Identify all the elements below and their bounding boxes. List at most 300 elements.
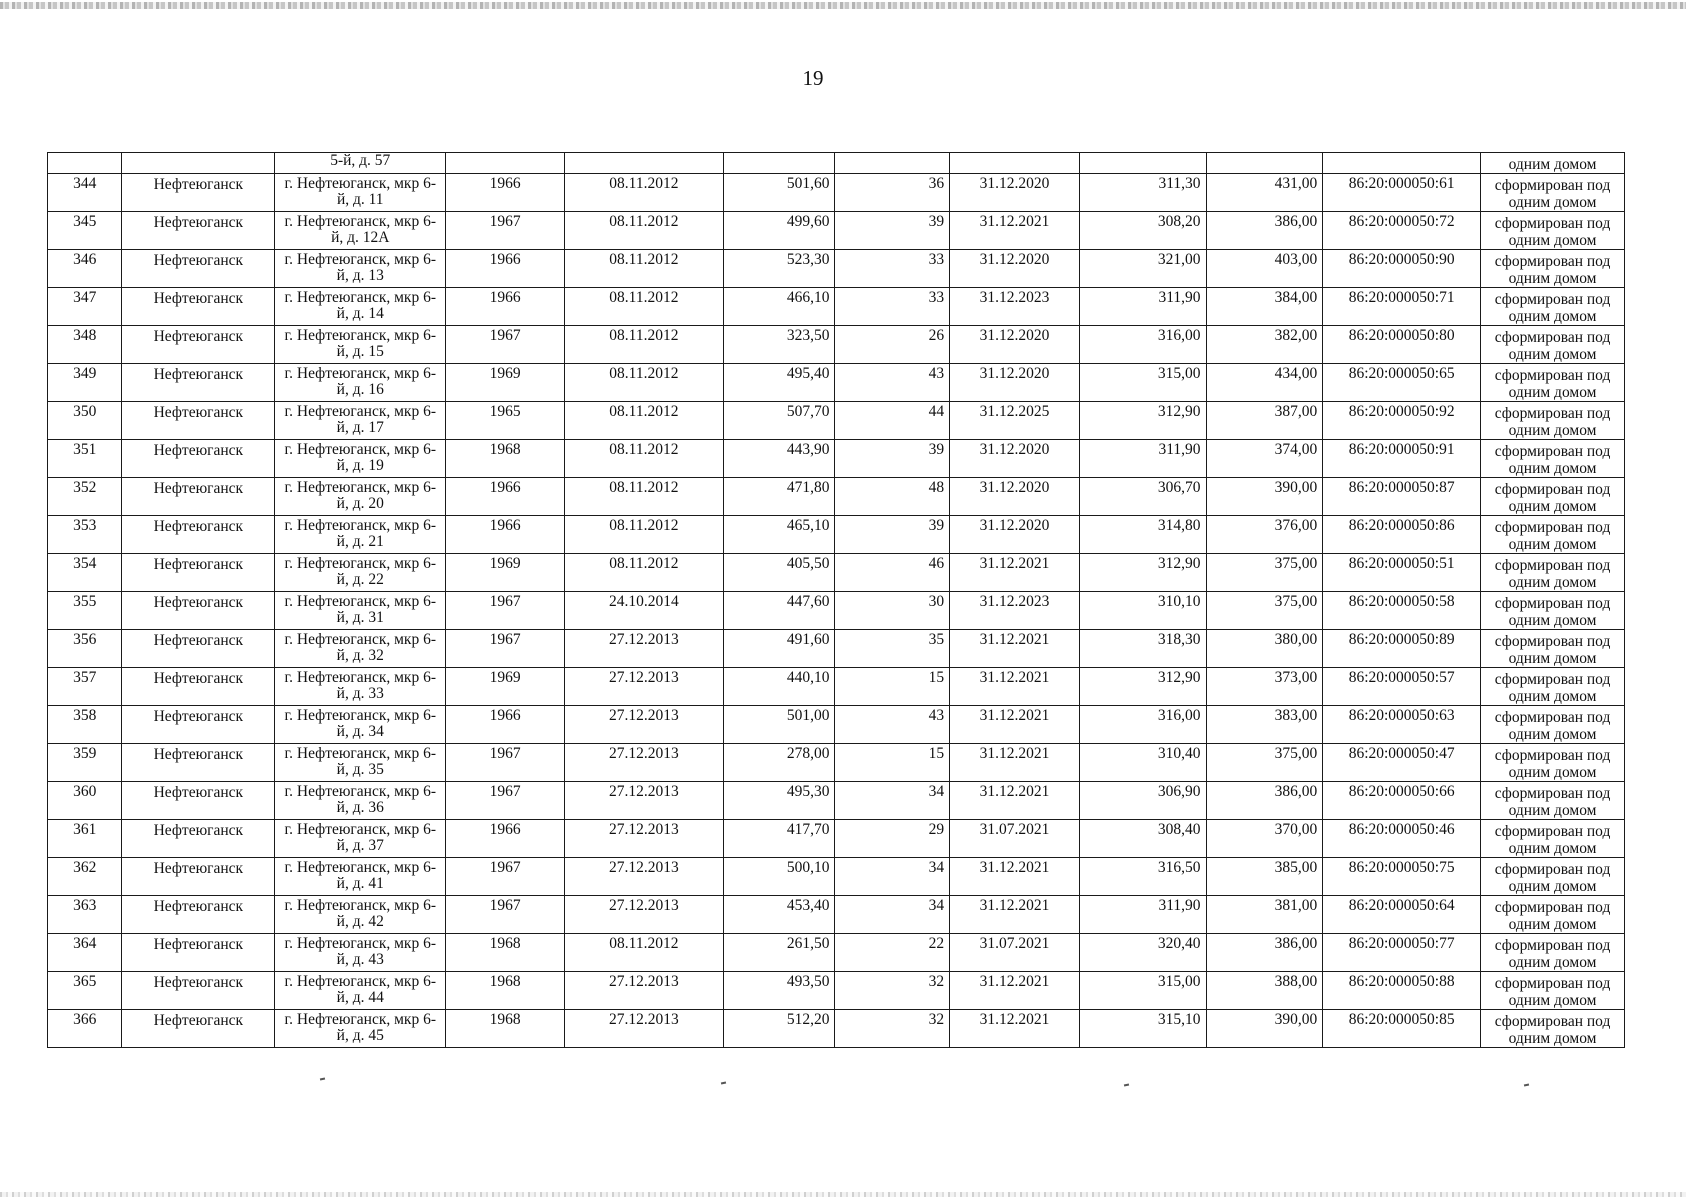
cell-area: 466,10 [723, 288, 835, 326]
cell-deadline: 31.12.2020 [950, 250, 1080, 288]
scan-speck [721, 1082, 726, 1085]
cell-city: Нефтеюганск [122, 630, 275, 668]
cell-status: сформирован под одним домом [1481, 782, 1625, 820]
cell-status: сформирован под одним домом [1481, 630, 1625, 668]
cell-empty [723, 153, 835, 174]
cell-cadastral-number: 86:20:000050:64 [1323, 896, 1481, 934]
cell-value-2: 380,00 [1206, 630, 1323, 668]
cell-number: 358 [48, 706, 122, 744]
cell-value-2: 386,00 [1206, 212, 1323, 250]
cell-residents: 48 [835, 478, 950, 516]
cell-empty [1323, 153, 1481, 174]
cell-area: 495,40 [723, 364, 835, 402]
cell-deadline: 31.12.2020 [950, 478, 1080, 516]
cell-cadastral-number: 86:20:000050:91 [1323, 440, 1481, 478]
cell-value-1: 312,90 [1079, 668, 1206, 706]
cell-year: 1969 [446, 668, 565, 706]
cell-cadastral-number: 86:20:000050:80 [1323, 326, 1481, 364]
cell-empty [835, 153, 950, 174]
cell-year: 1968 [446, 440, 565, 478]
cell-residents: 39 [835, 440, 950, 478]
cell-address: г. Нефтеюганск, мкр 6-й, д. 42 [275, 896, 446, 934]
cell-residents: 44 [835, 402, 950, 440]
cell-year: 1966 [446, 820, 565, 858]
cell-date: 08.11.2012 [564, 364, 723, 402]
cell-city: Нефтеюганск [122, 212, 275, 250]
cell-deadline: 31.12.2021 [950, 706, 1080, 744]
cell-cadastral-number: 86:20:000050:88 [1323, 972, 1481, 1010]
cell-value-2: 388,00 [1206, 972, 1323, 1010]
cell-city: Нефтеюганск [122, 744, 275, 782]
cell-status: сформирован под одним домом [1481, 174, 1625, 212]
cell-area: 447,60 [723, 592, 835, 630]
table-row-continued [48, 153, 1625, 174]
cell-value-2: 383,00 [1206, 706, 1323, 744]
cell-empty [1206, 153, 1323, 174]
cell-value-2: 386,00 [1206, 934, 1323, 972]
cell-date: 27.12.2013 [564, 782, 723, 820]
cell-value-2: 434,00 [1206, 364, 1323, 402]
table-row [48, 516, 1625, 554]
cell-number: 351 [48, 440, 122, 478]
cell-cadastral-number: 86:20:000050:72 [1323, 212, 1481, 250]
scan-speck [1124, 1084, 1129, 1087]
cell-value-1: 314,80 [1079, 516, 1206, 554]
cell-value-1: 312,90 [1079, 554, 1206, 592]
cell-year: 1967 [446, 744, 565, 782]
cell-address: г. Нефтеюганск, мкр 6-й, д. 17 [275, 402, 446, 440]
cell-value-1: 315,00 [1079, 364, 1206, 402]
table-row [48, 212, 1625, 250]
cell-deadline: 31.12.2021 [950, 668, 1080, 706]
cell-value-1: 311,90 [1079, 896, 1206, 934]
cell-deadline: 31.12.2020 [950, 440, 1080, 478]
cell-cadastral-number: 86:20:000050:71 [1323, 288, 1481, 326]
cell-status: сформирован под одним домом [1481, 820, 1625, 858]
cell-year: 1965 [446, 402, 565, 440]
cell-area: 512,20 [723, 1010, 835, 1048]
cell-area: 471,80 [723, 478, 835, 516]
cell-date: 24.10.2014 [564, 592, 723, 630]
cell-year: 1969 [446, 554, 565, 592]
cell-cadastral-number: 86:20:000050:77 [1323, 934, 1481, 972]
cell-deadline: 31.07.2021 [950, 820, 1080, 858]
cell-deadline: 31.12.2021 [950, 212, 1080, 250]
cell-value-2: 370,00 [1206, 820, 1323, 858]
cell-value-1: 311,90 [1079, 288, 1206, 326]
table-row [48, 630, 1625, 668]
cell-status: сформирован под одним домом [1481, 250, 1625, 288]
cell-number: 350 [48, 402, 122, 440]
cell-value-1: 311,90 [1079, 440, 1206, 478]
cell-city: Нефтеюганск [122, 516, 275, 554]
cell-address: г. Нефтеюганск, мкр 6-й, д. 33 [275, 668, 446, 706]
cell-address: г. Нефтеюганск, мкр 6-й, д. 44 [275, 972, 446, 1010]
cell-city: Нефтеюганск [122, 440, 275, 478]
cell-address: г. Нефтеюганск, мкр 6-й, д. 31 [275, 592, 446, 630]
cell-area: 278,00 [723, 744, 835, 782]
cell-number: 346 [48, 250, 122, 288]
cell-empty [1079, 153, 1206, 174]
cell-status: сформирован под одним домом [1481, 1010, 1625, 1048]
cell-year: 1966 [446, 174, 565, 212]
cell-area: 405,50 [723, 554, 835, 592]
cell-address: г. Нефтеюганск, мкр 6-й, д. 41 [275, 858, 446, 896]
cell-date: 27.12.2013 [564, 858, 723, 896]
cell-area: 501,60 [723, 174, 835, 212]
cell-value-2: 384,00 [1206, 288, 1323, 326]
cell-deadline: 31.12.2021 [950, 858, 1080, 896]
table-row [48, 858, 1625, 896]
cell-area: 453,40 [723, 896, 835, 934]
cell-status: сформирован под одним домом [1481, 934, 1625, 972]
scan-speck [1524, 1084, 1529, 1087]
cell-value-2: 382,00 [1206, 326, 1323, 364]
cell-date: 27.12.2013 [564, 1010, 723, 1048]
cell-deadline: 31.12.2023 [950, 592, 1080, 630]
cell-empty [446, 153, 565, 174]
cell-date: 08.11.2012 [564, 516, 723, 554]
cell-residents: 36 [835, 174, 950, 212]
cell-area: 500,10 [723, 858, 835, 896]
cell-number: 356 [48, 630, 122, 668]
cell-residents: 34 [835, 896, 950, 934]
cell-value-1: 312,90 [1079, 402, 1206, 440]
cell-year: 1967 [446, 858, 565, 896]
cell-number: 353 [48, 516, 122, 554]
cell-value-1: 320,40 [1079, 934, 1206, 972]
cell-cadastral-number: 86:20:000050:92 [1323, 402, 1481, 440]
cell-number: 366 [48, 1010, 122, 1048]
cell-value-1: 310,40 [1079, 744, 1206, 782]
cell-number: 344 [48, 174, 122, 212]
table-row [48, 1010, 1625, 1048]
cell-deadline: 31.12.2025 [950, 402, 1080, 440]
cell-status: сформирован под одним домом [1481, 212, 1625, 250]
cell-cadastral-number: 86:20:000050:89 [1323, 630, 1481, 668]
cell-date: 08.11.2012 [564, 288, 723, 326]
cell-deadline: 31.12.2021 [950, 744, 1080, 782]
cell-year: 1967 [446, 212, 565, 250]
cell-empty [950, 153, 1080, 174]
cell-residents: 34 [835, 782, 950, 820]
cell-area: 465,10 [723, 516, 835, 554]
cell-cadastral-number: 86:20:000050:47 [1323, 744, 1481, 782]
cell-residents: 15 [835, 744, 950, 782]
table-row [48, 288, 1625, 326]
cell-status: сформирован под одним домом [1481, 706, 1625, 744]
table-row [48, 706, 1625, 744]
cell-year: 1968 [446, 1010, 565, 1048]
table-row [48, 820, 1625, 858]
cell-cadastral-number: 86:20:000050:66 [1323, 782, 1481, 820]
cell-city: Нефтеюганск [122, 706, 275, 744]
cell-value-1: 316,00 [1079, 326, 1206, 364]
cell-cadastral-number: 86:20:000050:87 [1323, 478, 1481, 516]
table-row [48, 744, 1625, 782]
cell-address: г. Нефтеюганск, мкр 6-й, д. 19 [275, 440, 446, 478]
cell-residents: 30 [835, 592, 950, 630]
cell-date: 27.12.2013 [564, 744, 723, 782]
cell-city: Нефтеюганск [122, 326, 275, 364]
table-row [48, 326, 1625, 364]
cell-city: Нефтеюганск [122, 364, 275, 402]
cell-date: 27.12.2013 [564, 630, 723, 668]
cell-year: 1966 [446, 478, 565, 516]
cell-value-1: 306,90 [1079, 782, 1206, 820]
cell-address: г. Нефтеюганск, мкр 6-й, д. 14 [275, 288, 446, 326]
cell-date: 08.11.2012 [564, 174, 723, 212]
cell-year: 1968 [446, 934, 565, 972]
cell-value-2: 381,00 [1206, 896, 1323, 934]
cell-area: 261,50 [723, 934, 835, 972]
table-row [48, 402, 1625, 440]
cell-address: г. Нефтеюганск, мкр 6-й, д. 13 [275, 250, 446, 288]
cell-city: Нефтеюганск [122, 858, 275, 896]
cell-value-1: 316,50 [1079, 858, 1206, 896]
cell-residents: 32 [835, 972, 950, 1010]
cell-cadastral-number: 86:20:000050:51 [1323, 554, 1481, 592]
cell-number: 352 [48, 478, 122, 516]
cell-deadline: 31.12.2021 [950, 554, 1080, 592]
cell-date: 27.12.2013 [564, 896, 723, 934]
cell-number: 355 [48, 592, 122, 630]
cell-status: сформирован под одним домом [1481, 668, 1625, 706]
cell-cadastral-number: 86:20:000050:85 [1323, 1010, 1481, 1048]
cell-residents: 33 [835, 250, 950, 288]
cell-value-1: 311,30 [1079, 174, 1206, 212]
cell-value-2: 385,00 [1206, 858, 1323, 896]
cell-deadline: 31.12.2023 [950, 288, 1080, 326]
cell-value-2: 431,00 [1206, 174, 1323, 212]
cell-status: сформирован под одним домом [1481, 972, 1625, 1010]
cell-number: 360 [48, 782, 122, 820]
cell-deadline: 31.12.2020 [950, 516, 1080, 554]
cell-empty [564, 153, 723, 174]
cell-address: г. Нефтеюганск, мкр 6-й, д. 22 [275, 554, 446, 592]
cell-status: сформирован под одним домом [1481, 326, 1625, 364]
cell-area: 523,30 [723, 250, 835, 288]
cell-address: г. Нефтеюганск, мкр 6-й, д. 37 [275, 820, 446, 858]
cell-residents: 26 [835, 326, 950, 364]
cell-address: г. Нефтеюганск, мкр 6-й, д. 11 [275, 174, 446, 212]
cell-city: Нефтеюганск [122, 288, 275, 326]
cell-deadline: 31.12.2020 [950, 364, 1080, 402]
cell-year: 1966 [446, 516, 565, 554]
cell-status: сформирован под одним домом [1481, 516, 1625, 554]
cell-date: 27.12.2013 [564, 820, 723, 858]
cell-number: 357 [48, 668, 122, 706]
cell-city: Нефтеюганск [122, 668, 275, 706]
cell-date: 08.11.2012 [564, 326, 723, 364]
cell-number: 348 [48, 326, 122, 364]
cell-cadastral-number: 86:20:000050:65 [1323, 364, 1481, 402]
cell-value-2: 375,00 [1206, 592, 1323, 630]
table-row [48, 592, 1625, 630]
cell-city: Нефтеюганск [122, 402, 275, 440]
cell-value-2: 390,00 [1206, 1010, 1323, 1048]
cell-address: г. Нефтеюганск, мкр 6-й, д. 32 [275, 630, 446, 668]
cell-value-1: 315,10 [1079, 1010, 1206, 1048]
cell-residents: 39 [835, 516, 950, 554]
cell-value-2: 375,00 [1206, 744, 1323, 782]
cell-value-1: 318,30 [1079, 630, 1206, 668]
housing-register-table [47, 152, 1625, 1048]
page-number: 19 [802, 66, 824, 90]
cell-deadline: 31.12.2021 [950, 896, 1080, 934]
cell-number: 349 [48, 364, 122, 402]
cell-year: 1966 [446, 250, 565, 288]
cell-deadline: 31.12.2020 [950, 326, 1080, 364]
cell-address: 5-й, д. 57 [275, 153, 446, 174]
cell-address: г. Нефтеюганск, мкр 6-й, д. 34 [275, 706, 446, 744]
cell-address: г. Нефтеюганск, мкр 6-й, д. 43 [275, 934, 446, 972]
cell-address: г. Нефтеюганск, мкр 6-й, д. 16 [275, 364, 446, 402]
cell-date: 08.11.2012 [564, 402, 723, 440]
cell-number: 347 [48, 288, 122, 326]
cell-date: 08.11.2012 [564, 934, 723, 972]
cell-deadline: 31.12.2021 [950, 782, 1080, 820]
cell-date: 08.11.2012 [564, 212, 723, 250]
cell-status: одним домом [1481, 153, 1625, 174]
cell-area: 491,60 [723, 630, 835, 668]
cell-cadastral-number: 86:20:000050:63 [1323, 706, 1481, 744]
cell-number: 364 [48, 934, 122, 972]
cell-number: 354 [48, 554, 122, 592]
cell-deadline: 31.12.2021 [950, 972, 1080, 1010]
cell-residents: 35 [835, 630, 950, 668]
cell-value-1: 321,00 [1079, 250, 1206, 288]
cell-residents: 32 [835, 1010, 950, 1048]
cell-year: 1969 [446, 364, 565, 402]
cell-year: 1967 [446, 782, 565, 820]
cell-empty [122, 153, 275, 174]
cell-residents: 34 [835, 858, 950, 896]
cell-city: Нефтеюганск [122, 782, 275, 820]
cell-date: 27.12.2013 [564, 972, 723, 1010]
cell-status: сформирован под одним домом [1481, 364, 1625, 402]
table-row [48, 668, 1625, 706]
cell-address: г. Нефтеюганск, мкр 6-й, д. 12А [275, 212, 446, 250]
cell-city: Нефтеюганск [122, 972, 275, 1010]
cell-cadastral-number: 86:20:000050:75 [1323, 858, 1481, 896]
cell-residents: 39 [835, 212, 950, 250]
cell-status: сформирован под одним домом [1481, 288, 1625, 326]
cell-number: 345 [48, 212, 122, 250]
cell-status: сформирован под одним домом [1481, 478, 1625, 516]
cell-date: 08.11.2012 [564, 554, 723, 592]
cell-city: Нефтеюганск [122, 250, 275, 288]
cell-status: сформирован под одним домом [1481, 896, 1625, 934]
cell-area: 495,30 [723, 782, 835, 820]
cell-date: 08.11.2012 [564, 478, 723, 516]
cell-value-2: 376,00 [1206, 516, 1323, 554]
table-row [48, 896, 1625, 934]
cell-value-1: 308,20 [1079, 212, 1206, 250]
cell-address: г. Нефтеюганск, мкр 6-й, д. 35 [275, 744, 446, 782]
cell-area: 440,10 [723, 668, 835, 706]
cell-status: сформирован под одним домом [1481, 744, 1625, 782]
cell-number: 363 [48, 896, 122, 934]
cell-area: 501,00 [723, 706, 835, 744]
cell-cadastral-number: 86:20:000050:90 [1323, 250, 1481, 288]
cell-status: сформирован под одним домом [1481, 440, 1625, 478]
cell-year: 1966 [446, 288, 565, 326]
cell-cadastral-number: 86:20:000050:58 [1323, 592, 1481, 630]
cell-area: 417,70 [723, 820, 835, 858]
cell-year: 1967 [446, 630, 565, 668]
cell-city: Нефтеюганск [122, 896, 275, 934]
cell-value-2: 375,00 [1206, 554, 1323, 592]
cell-number: 365 [48, 972, 122, 1010]
cell-cadastral-number: 86:20:000050:57 [1323, 668, 1481, 706]
cell-residents: 43 [835, 706, 950, 744]
cell-value-1: 306,70 [1079, 478, 1206, 516]
cell-area: 499,60 [723, 212, 835, 250]
table-row [48, 364, 1625, 402]
cell-address: г. Нефтеюганск, мкр 6-й, д. 21 [275, 516, 446, 554]
cell-address: г. Нефтеюганск, мкр 6-й, д. 20 [275, 478, 446, 516]
table-row [48, 250, 1625, 288]
cell-value-1: 310,10 [1079, 592, 1206, 630]
cell-value-2: 373,00 [1206, 668, 1323, 706]
cell-deadline: 31.12.2020 [950, 174, 1080, 212]
cell-deadline: 31.07.2021 [950, 934, 1080, 972]
cell-residents: 46 [835, 554, 950, 592]
table-row [48, 972, 1625, 1010]
scan-edge-top [0, 2, 1686, 9]
cell-city: Нефтеюганск [122, 1010, 275, 1048]
scan-speck [320, 1078, 325, 1081]
cell-residents: 22 [835, 934, 950, 972]
cell-year: 1967 [446, 592, 565, 630]
cell-residents: 15 [835, 668, 950, 706]
table-row [48, 554, 1625, 592]
cell-city: Нефтеюганск [122, 934, 275, 972]
cell-value-1: 315,00 [1079, 972, 1206, 1010]
cell-cadastral-number: 86:20:000050:61 [1323, 174, 1481, 212]
cell-date: 08.11.2012 [564, 250, 723, 288]
cell-area: 507,70 [723, 402, 835, 440]
cell-number: 361 [48, 820, 122, 858]
cell-cadastral-number: 86:20:000050:46 [1323, 820, 1481, 858]
cell-residents: 29 [835, 820, 950, 858]
table-row [48, 782, 1625, 820]
cell-value-2: 403,00 [1206, 250, 1323, 288]
cell-address: г. Нефтеюганск, мкр 6-й, д. 36 [275, 782, 446, 820]
cell-value-1: 316,00 [1079, 706, 1206, 744]
cell-address: г. Нефтеюганск, мкр 6-й, д. 45 [275, 1010, 446, 1048]
scan-edge-bottom [0, 1192, 1686, 1197]
cell-value-2: 374,00 [1206, 440, 1323, 478]
cell-residents: 33 [835, 288, 950, 326]
table-row [48, 478, 1625, 516]
table-row [48, 440, 1625, 478]
cell-empty [48, 153, 122, 174]
cell-cadastral-number: 86:20:000050:86 [1323, 516, 1481, 554]
cell-city: Нефтеюганск [122, 592, 275, 630]
table-body [48, 153, 1625, 1048]
cell-number: 362 [48, 858, 122, 896]
cell-area: 443,90 [723, 440, 835, 478]
cell-value-2: 387,00 [1206, 402, 1323, 440]
cell-city: Нефтеюганск [122, 174, 275, 212]
cell-value-2: 390,00 [1206, 478, 1323, 516]
cell-year: 1968 [446, 972, 565, 1010]
cell-value-1: 308,40 [1079, 820, 1206, 858]
cell-status: сформирован под одним домом [1481, 402, 1625, 440]
cell-date: 08.11.2012 [564, 440, 723, 478]
